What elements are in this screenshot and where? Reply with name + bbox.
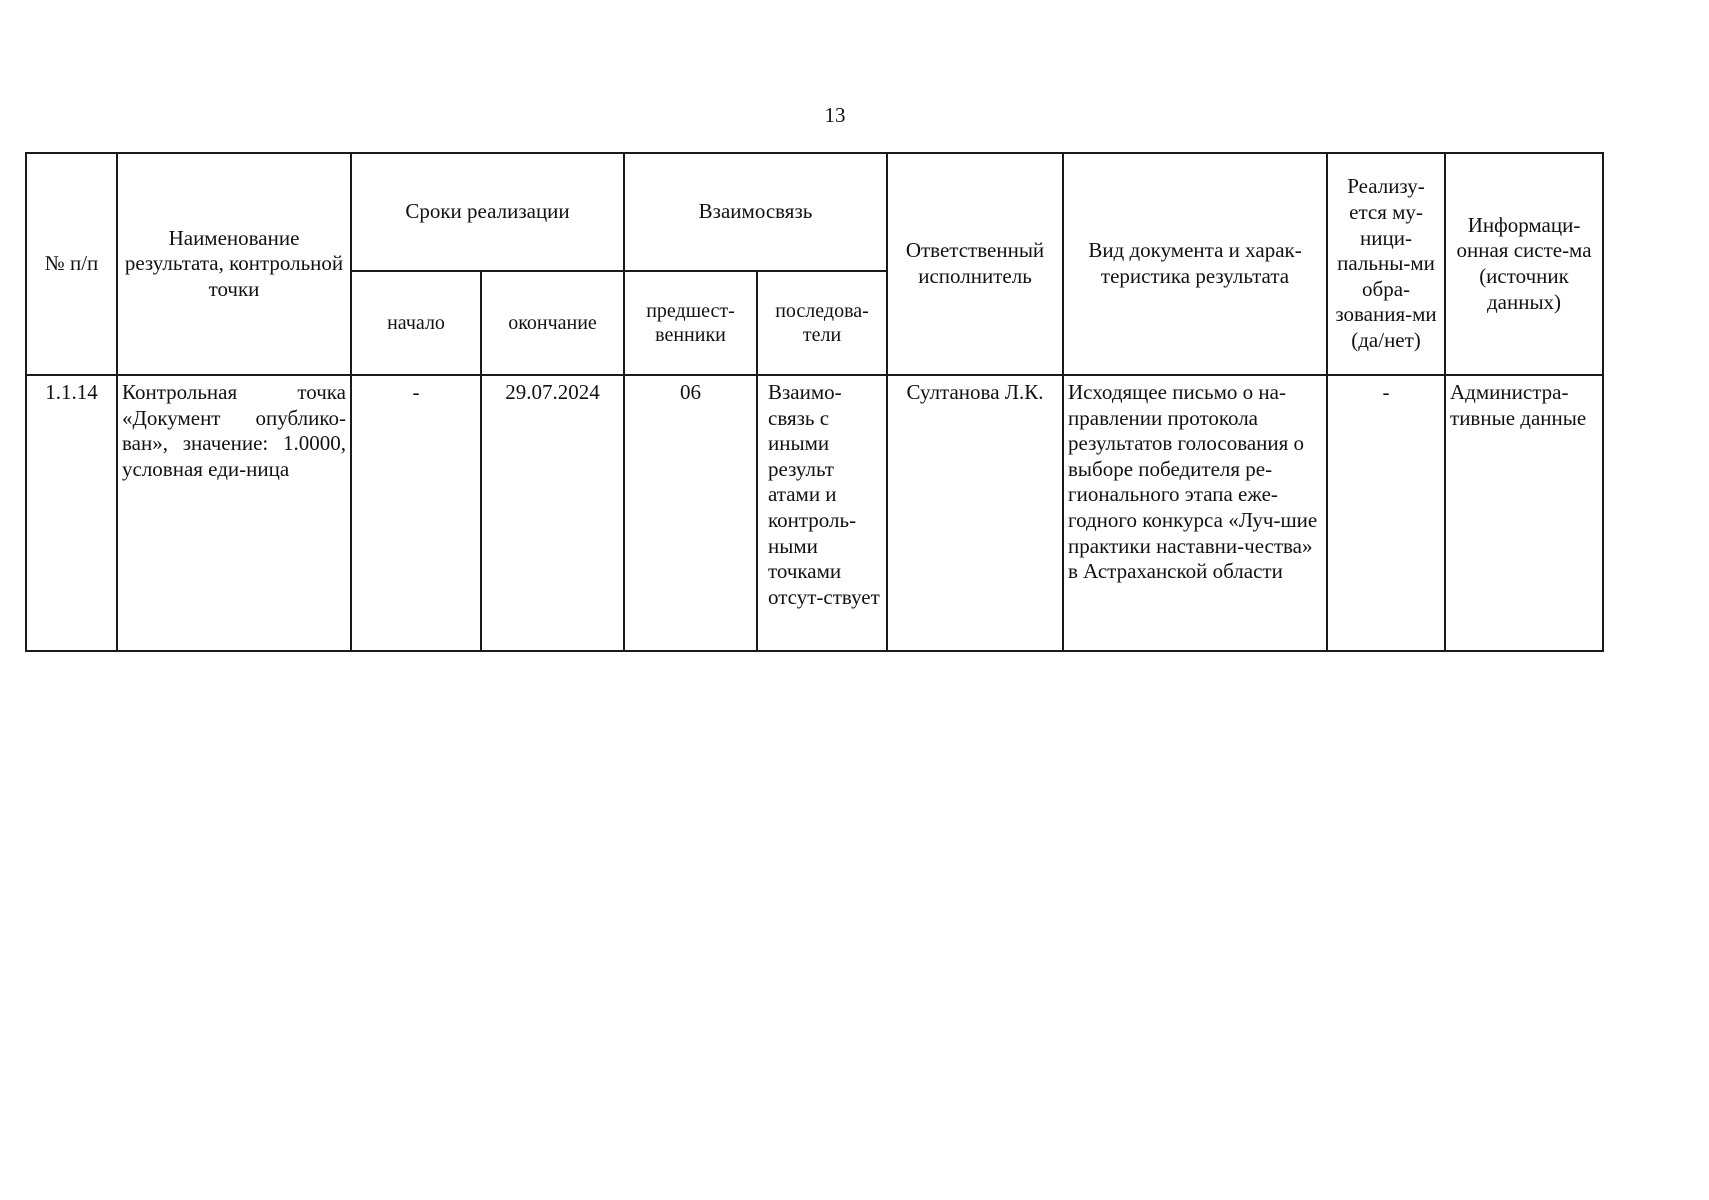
cell-next: Взаимо-связь с иными результ атами и контроль-ными точками отсут-ствует <box>757 375 887 651</box>
page-number: 13 <box>824 103 846 127</box>
table-row <box>26 375 1603 651</box>
cell-name: Контрольная точка «Документ опублико-ван», значение: 1.0000, условная еди-ница <box>117 375 351 651</box>
header-doc-type: Вид документа и харак-теристика результата <box>1063 153 1327 375</box>
results-table <box>25 152 1604 652</box>
header-responsible: Ответственный исполнитель <box>887 153 1063 375</box>
header-link-prev: предшест-венники <box>624 271 757 375</box>
cell-municipal: - <box>1327 375 1445 651</box>
header-link: Взаимосвязь <box>624 153 887 271</box>
cell-doc-type: Исходящее письмо о на-правлении протокола результатов голосования о выборе победителя ре-гионального этапа еже-годного конкурса «Луч-шие практики наставни-чества» в Астраханской области <box>1063 375 1327 651</box>
header-num: № п/п <box>26 153 117 375</box>
header-link-next: последова-тели <box>757 271 887 375</box>
cell-start: - <box>351 375 481 651</box>
header-period-end: окончание <box>481 271 624 375</box>
cell-prev: 06 <box>624 375 757 651</box>
header-municipal: Реализу-ется му-ници-пальны-ми обра-зования-ми (да/нет) <box>1327 153 1445 375</box>
cell-responsible: Султанова Л.К. <box>887 375 1063 651</box>
header-info-system: Информаци-онная систе-ма (источник данных) <box>1445 153 1603 375</box>
header-name: Наименование результата, контрольной точки <box>117 153 351 375</box>
cell-end: 29.07.2024 <box>481 375 624 651</box>
cell-info-system: Администра-тивные данные <box>1445 375 1603 651</box>
header-period-start: начало <box>351 271 481 375</box>
header-period: Сроки реализации <box>351 153 624 271</box>
cell-num: 1.1.14 <box>26 375 117 651</box>
